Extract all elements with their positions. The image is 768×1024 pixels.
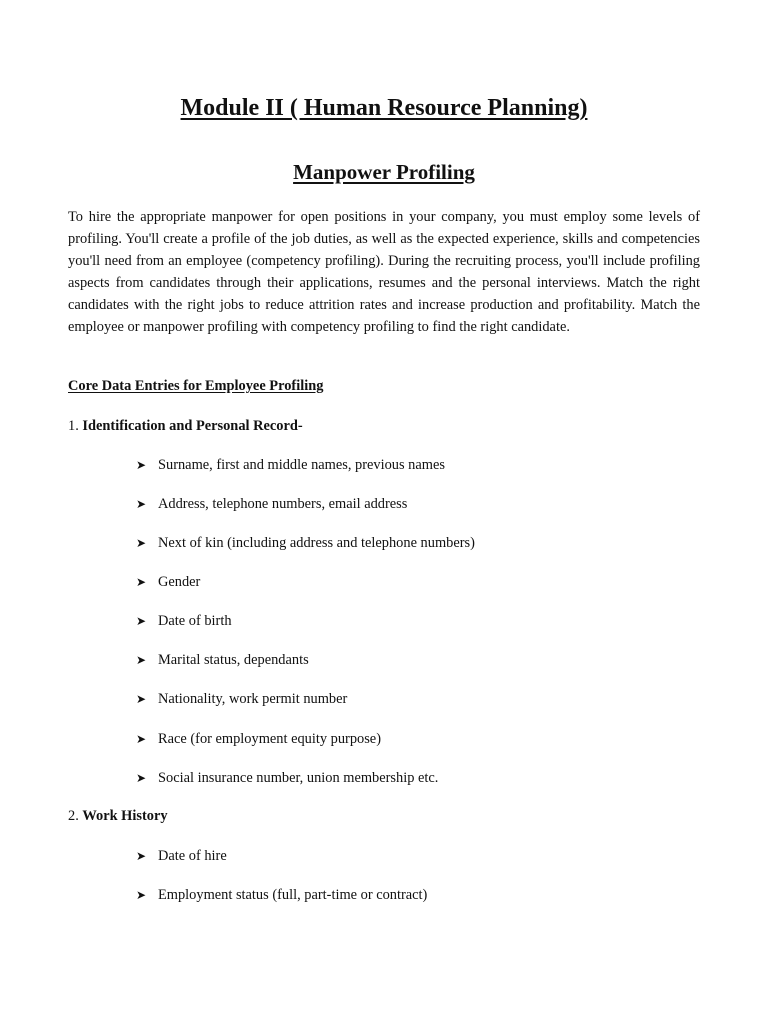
section-number: 1. [68,418,79,434]
list-item-text: Gender [158,574,201,590]
list-item-text: Date of birth [158,613,232,629]
list-item-text: Nationality, work permit number [158,691,348,707]
list-item-text: Next of kin (including address and telephone numbers) [158,535,475,551]
section-label: Work History [82,808,168,824]
list-item-text: Address, telephone numbers, email address [158,496,408,512]
page-title: Module II ( Human Resource Planning) [180,95,588,121]
list-item [136,689,347,709]
list-item-text: Race (for employment equity purpose) [158,731,381,747]
arrow-bullet-icon: ➤ [136,575,147,589]
list-item [136,650,309,670]
arrow-bullet-icon: ➤ [136,732,147,746]
list-item [136,494,407,514]
section-label: Identification and Personal Record- [82,418,303,434]
intro-paragraph: To hire the appropriate manpower for open positions in your company, you must employ some levels of profiling. You'll create a profile of the job duties, as well as the expected experience, skills and competencies you'll need from an employee (competency profiling). During the recruiting process, you'll include profiling aspects from candidates through their applications, resumes and the personal interviews. Match the right candidates with the right jobs to reduce attrition rates and increase production and profitability. Match the employee or manpower profiling with competency profiling to find the right candidate. [68,209,700,335]
list-item [136,455,445,475]
list-item [136,729,381,749]
list-item [136,846,227,866]
list-item [136,885,427,905]
list-item [136,533,475,553]
arrow-bullet-icon: ➤ [136,849,147,863]
section-number: 2. [68,808,79,824]
page-subtitle: Manpower Profiling [293,160,475,184]
section-heading: Core Data Entries for Employee Profiling [68,378,324,394]
numbered-heading-work-history [68,806,168,826]
list-item-text: Social insurance number, union membership etc. [158,770,439,786]
arrow-bullet-icon: ➤ [136,497,147,511]
list-item [136,611,232,631]
arrow-bullet-icon: ➤ [136,888,147,902]
list-item [136,572,200,592]
list-item-text: Marital status, dependants [158,652,309,668]
arrow-bullet-icon: ➤ [136,692,147,706]
numbered-heading-identification [68,416,303,436]
arrow-bullet-icon: ➤ [136,771,147,785]
list-item-text: Employment status (full, part-time or contract) [158,887,428,903]
list-item-text: Surname, first and middle names, previous names [158,457,445,473]
arrow-bullet-icon: ➤ [136,614,147,628]
arrow-bullet-icon: ➤ [136,536,147,550]
list-item [136,768,438,788]
arrow-bullet-icon: ➤ [136,458,147,472]
arrow-bullet-icon: ➤ [136,653,147,667]
list-item-text: Date of hire [158,848,227,864]
